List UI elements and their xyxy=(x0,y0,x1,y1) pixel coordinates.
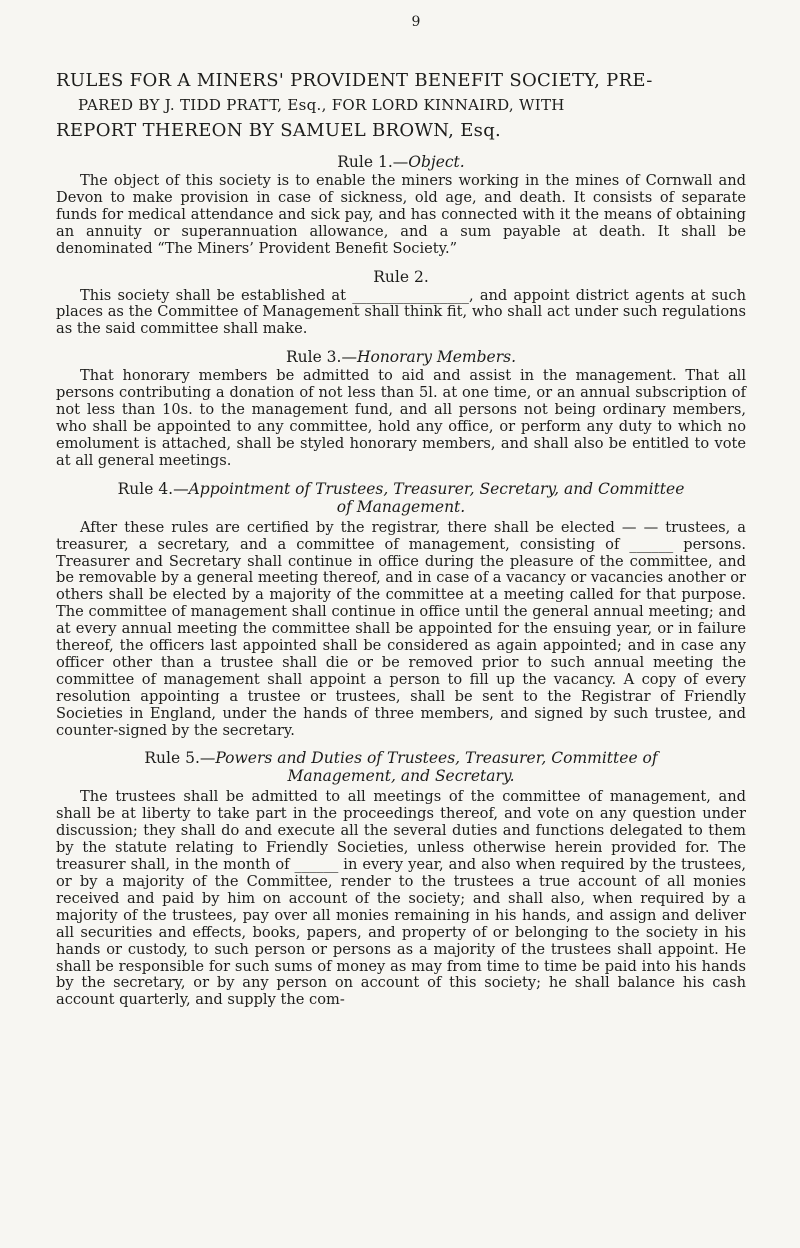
rule-1-text: The object of this society is to enable the miners working in the mines of Cornwall and Devon to make provision in case of sickness, old age, and death. It consists of separate funds for medical attendance and sick pay, and has connected with it the means of obtaining an annuity or superannuation allowance, and a sum payable at death. It shall be denominated “The Miners’ Provident Benefit Society.” xyxy=(56,172,746,257)
heading-line-2: PARED BY J. TIDD PRATT, Esq., FOR LORD KINNAIRD, WITH xyxy=(78,96,565,114)
rule-4-heading: Appointment of Trustees, Treasurer, Secretary, and Committee xyxy=(188,479,685,498)
rule-1-number: Rule 1. xyxy=(337,153,393,171)
rule-3-text: That honorary members be admitted to aid and assist in the management. That all persons contributing a donation of not less than 5l. at one time, or an annual subscription of not less than 10s. to the management fund, and all persons not being ordinary members, who shall be appointed to any committee, hold any office, or perform any duty to which no emolument is attached, shall be styled honorary members, and shall also be entitled to vote at all general meetings. xyxy=(56,367,746,469)
page-number: 9 xyxy=(411,14,421,30)
rule-4-text: After these rules are certified by the registrar, there shall be elected — — trustees, a treasurer, a secretary, and a committee of management, consisting of ______ persons. Treasurer and Secretary shall continue in office during the pleasure of the committee, and be removable by a general meeting thereof, and in case of a vacancy or vacancies another or others shall be elected by a majority of the committee at a meeting called for that purpose. The committee of management shall continue in office until the general annual meeting; and at every annual meeting the committee shall be appointed for the ensuing year, or in failure thereof, the officers last appointed shall be considered as again appointed; and in case any officer other than a trustee shall die or be removed prior to such annual meeting the committee of management shall appoint a person to fill up the vacancy. A copy of every resolution appointing a trustee or trustees, shall be sent to the Registrar of Friendly Societies in England, under the hands of three members, and signed by such trustee, and counter-signed by the secretary. xyxy=(56,518,746,739)
rule-2-title xyxy=(56,268,746,286)
rule-4-title: Rule 4.—Appointment of Trustees, Treasurer, Secretary, and Committee xyxy=(117,479,685,498)
page xyxy=(56,14,746,1009)
rule-4-number: Rule 4. xyxy=(117,479,174,498)
heading-line-3: REPORT THEREON BY SAMUEL BROWN, Esq. xyxy=(56,120,502,141)
rule-5-text: The trustees shall be admitted to all meetings of the committee of management, and shall be at liberty to take part in the proceedings thereof, and vote on any question under discussion; they shall do and execute all the several duties and functions delegated to them by the statute relating to Friendly Societies, unless otherwise herein provided for. The treasurer shall, in the month of ______ in every year, and also when required by the trustees, or by a majority of the Committee, render to the trustees a true account of all monies received and paid by him on account of the society; and shall also, when required by a majority of the trustees, pay over all monies remaining in his hands, and assign and deliver all securities and effects, books, papers, and property of or belonging to the society in his hands or custody, to such person or persons as a majority of the trustees shall appoint. He shall be responsible for such sums of money as may from time to time be paid into his hands by the secretary, or by any person on account of this society; he shall balance his cash account quarterly, and supply the com- xyxy=(56,788,746,1009)
rule-5-subheading: Management, and Secretary. xyxy=(287,767,515,786)
rule-5-number: Rule 5. xyxy=(144,749,200,768)
heading-line-1: RULES FOR A MINERS' PROVIDENT BENEFIT SOCIETY, PRE- xyxy=(56,70,653,91)
rule-2-number: Rule 2. xyxy=(373,267,429,286)
document-heading xyxy=(56,68,746,143)
rule-4-subheading: of Management. xyxy=(336,497,466,516)
rule-3-heading: Honorary Members. xyxy=(356,348,517,367)
rule-3-number: Rule 3. xyxy=(285,348,342,367)
rule-1-title: Rule 1.—Object. xyxy=(337,153,465,171)
rule-3-title: Rule 3.—Honorary Members. xyxy=(285,348,517,367)
rule-5-title: Rule 5.—Powers and Duties of Trustees, Treasurer, Committee of xyxy=(144,749,658,768)
rule-2-text: This society shall be established at ________________, and appoint district agents at such places as the Committee of Management shall think fit, who shall act under such regulations as the said committee shall make. xyxy=(56,286,746,338)
rule-5-heading: Powers and Duties of Trustees, Treasurer, Committee of xyxy=(215,749,658,768)
rule-1-heading: Object. xyxy=(408,153,465,171)
